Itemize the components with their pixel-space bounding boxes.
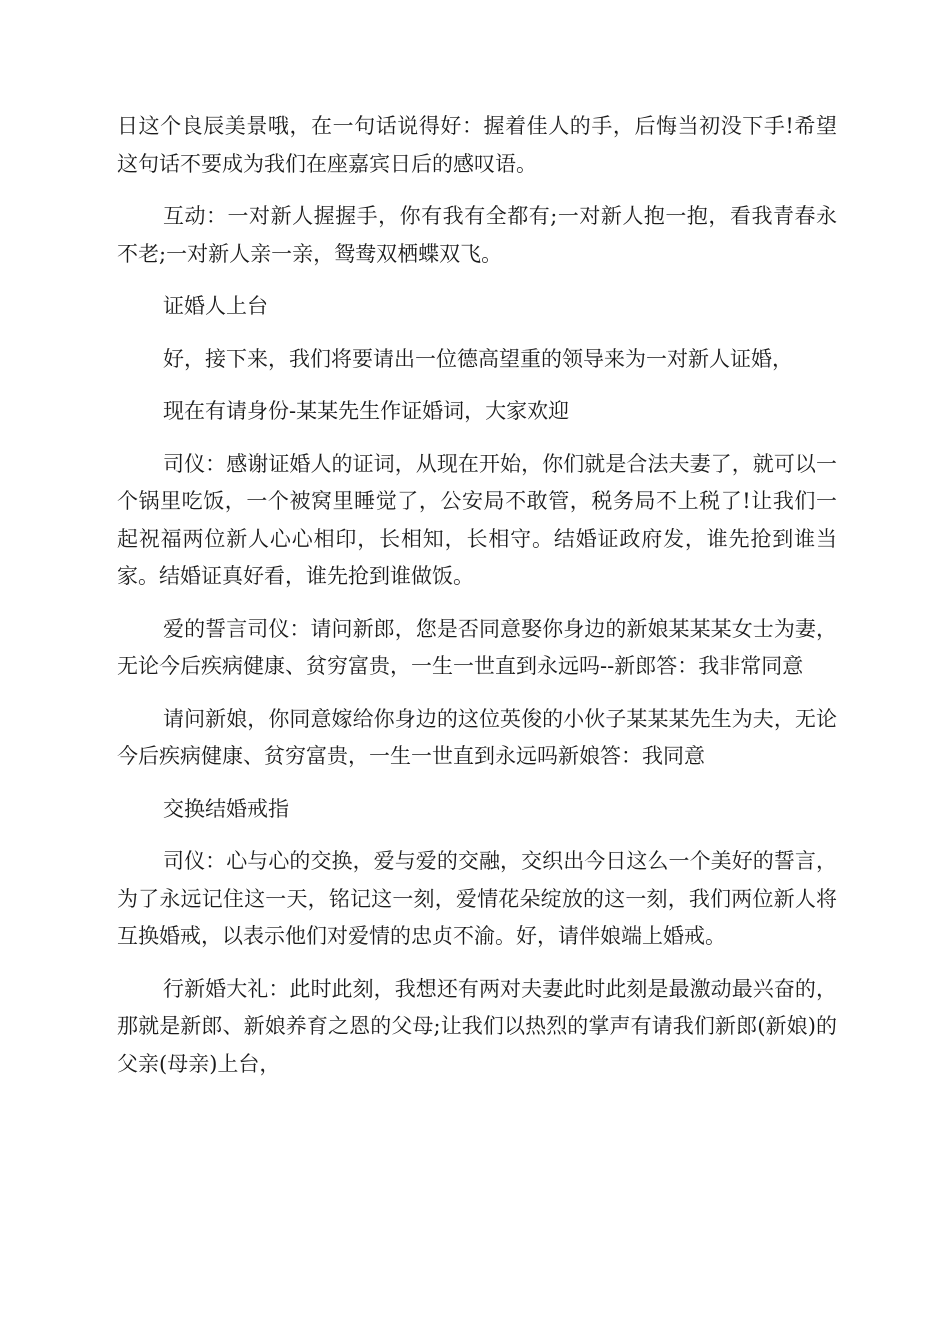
section-heading-witness: 证婚人上台 — [163, 294, 268, 318]
paragraph-6: 司仪：感谢证婚人的证词，从现在开始，你们就是合法夫妻了，就可以一个锅里吃饭，一个被窝里睡觉了，公安局不敢管，税务局不上税了!让我们一起祝福两位新人心心相印，长相知，长相守。结婚证政府发，谁先抢到谁当家。结婚证真好看，谁先抢到谁做饭。 — [117, 451, 837, 588]
paragraph-4: 好，接下来，我们将要请出一位德高望重的领导来为一对新人证婚， — [163, 346, 793, 371]
document-body — [117, 108, 837, 1098]
paragraph-11: 行新婚大礼：此时此刻，我想还有两对夫妻此时此刻是最激动最兴奋的，那就是新郎、新娘养育之恩的父母;让我们以热烈的掌声有请我们新郎(新娘)的父亲(母亲)上台， — [117, 976, 837, 1076]
paragraph-5: 现在有请身份-某某先生作证婚词，大家欢迎 — [163, 399, 570, 423]
paragraph-7: 爱的誓言司仪：请问新郎，您是否同意娶你身边的新娘某某某女士为妻，无论今后疾病健康、贫穷富贵，一生一世直到永远吗--新郎答：我非常同意 — [117, 616, 837, 678]
paragraph-1: 日这个良辰美景哦，在一句话说得好：握着佳人的手，后悔当初没下手!希望这句话不要成为我们在座嘉宾日后的感叹语。 — [117, 114, 837, 176]
section-heading-rings: 交换结婚戒指 — [163, 796, 289, 821]
paragraph-8: 请问新娘，你同意嫁给你身边的这位英俊的小伙子某某某先生为夫，无论今后疾病健康、贫穷富贵，一生一世直到永远吗新娘答：我同意 — [117, 706, 837, 768]
paragraph-10: 司仪：心与心的交换，爱与爱的交融，交织出今日这么一个美好的誓言，为了永远记住这一天，铭记这一刻，爱情花朵绽放的这一刻，我们两位新人将互换婚戒，以表示他们对爱情的忠贞不渝。好，请伴娘端上婚戒。 — [117, 849, 837, 948]
paragraph-2: 互动：一对新人握握手，你有我有全都有;一对新人抱一抱，看我青春永不老;一对新人亲一亲，鸳鸯双栖蝶双飞。 — [117, 204, 837, 266]
